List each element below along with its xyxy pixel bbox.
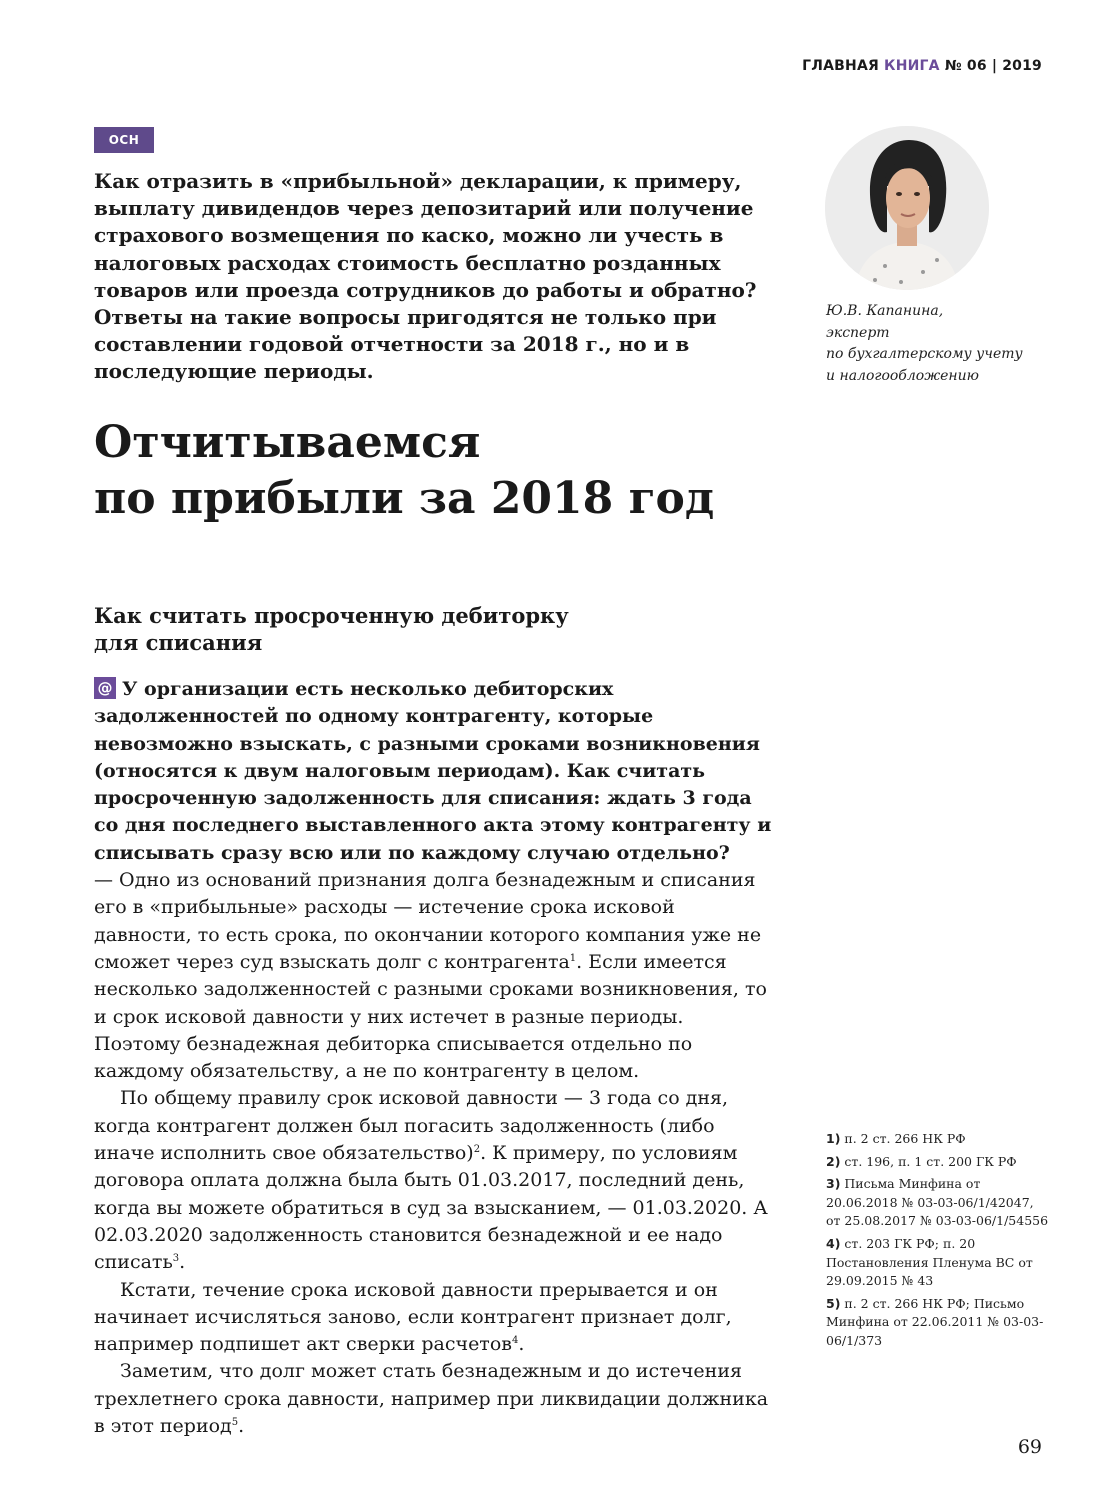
text-run: . К примеру, по условиям договора оплата должна была быть 01.03.2017, последний день, когда вы можете обратиться в суд за взысканием, — 01.03.2020. А 02.03.2020 задолженность становится безнадежной и ее надо списать xyxy=(94,1142,768,1274)
article-title-line: Отчитываемся xyxy=(94,417,481,468)
section-heading-line: Как считать просроченную дебиторку xyxy=(94,603,569,628)
footnote-ref: 1 xyxy=(569,952,577,964)
category-badge: ОСН xyxy=(94,127,154,153)
body-paragraph xyxy=(94,1358,774,1440)
author-caption xyxy=(826,301,1046,387)
author-name: Ю.В. Капанина, xyxy=(826,303,944,319)
text-run: По общему правилу срок исковой давности — 3 года со дня, когда контрагент должен был погасить задолженность (либо иначе исполнить свое обязательство) xyxy=(94,1087,729,1165)
footnote-text: Письма Минфина от 20.06.2018 № 03-03-06/1/42047, от 25.08.2017 № 03-03-06/1/54556 xyxy=(826,1176,1049,1229)
footnote-text: п. 2 ст. 266 НК РФ xyxy=(844,1131,966,1146)
footnote-number: 1) xyxy=(826,1131,841,1146)
footnote xyxy=(826,1175,1051,1231)
page-number: 69 xyxy=(1017,1436,1042,1458)
article-title xyxy=(94,415,794,527)
article-title-line: по прибыли за 2018 год xyxy=(94,473,715,524)
footnote-text: ст. 203 ГК РФ; п. 20 Постановления Пленума ВС от 29.09.2015 № 43 xyxy=(826,1235,1033,1289)
footnotes xyxy=(826,1130,1051,1355)
lead-paragraph: Как отразить в «прибыльной» декларации, к примеру, выплату дивидендов через депозитарий или получение страхового возмещения по каско, можно ли учесть в налоговых расходах стоимость бесплатно розданных товаров или проезда сотрудников до работы и обратно? Ответы на такие вопросы пригодятся не только при составлении годовой отчетности за 2018 г., но и в последующие периоды. xyxy=(94,169,757,384)
body-paragraph xyxy=(94,1277,774,1359)
footnote xyxy=(826,1130,1051,1149)
section-heading-line: для списания xyxy=(94,630,263,655)
at-sign-icon: @ xyxy=(94,677,116,699)
text-run: . xyxy=(238,1415,245,1438)
footnote-number: 3) xyxy=(826,1176,841,1192)
body-paragraph xyxy=(94,1085,774,1276)
text-run: — Одно из оснований признания долга безнадежным и списания его в «прибыльные» расходы — истечение срока исковой давности, то есть срока, по окончании которого компания уже не сможет через суд взыскать долг с контрагента xyxy=(94,869,762,973)
footnote-ref: 5 xyxy=(231,1417,239,1429)
footnote-text: п. 2 ст. 266 НК РФ; Письмо Минфина от 22.06.2011 № 03-03-06/1/373 xyxy=(826,1295,1044,1348)
footnote xyxy=(826,1153,1051,1172)
text-run: . xyxy=(179,1251,186,1274)
magazine-name: ГЛАВНАЯ xyxy=(802,58,879,74)
magazine-header xyxy=(802,58,1042,74)
author-role-line: эксперт xyxy=(826,324,890,341)
answer-paragraph xyxy=(94,867,774,1085)
article-body xyxy=(94,676,774,1440)
footnote-ref: 2 xyxy=(473,1144,481,1156)
author-role-line: и налогообложению xyxy=(826,367,979,384)
author-photo xyxy=(825,126,989,290)
footnote xyxy=(826,1295,1051,1351)
text-run: Заметим, что долг может стать безнадежным и до истечения трехлетнего срока давности, например при ликвидации должника в этот период xyxy=(94,1360,769,1438)
issue-number: № 06 | 2019 xyxy=(944,58,1042,74)
text-run: . Если имеется несколько задолженностей с разными сроками возникновения, то и срок исковой давности у них истечет в разные периоды. Поэтому безнадежная дебиторка списывается отдельно по каждому обязательству, а не по контрагенту в целом. xyxy=(94,950,767,1083)
text-run: . xyxy=(518,1333,525,1356)
magazine-name-accent: КНИГА xyxy=(884,58,940,74)
section-heading xyxy=(94,602,694,656)
reader-question xyxy=(94,676,774,867)
author-role-line: по бухгалтерскому учету xyxy=(826,346,1023,362)
footnote-ref: 3 xyxy=(172,1253,180,1265)
question-text: У организации есть несколько дебиторских задолженностей по одному контрагенту, которые невозможно взыскать, с разными сроками возникновения (относятся к двум налоговым периодам). Как считать просроченную задолженность для списания: ждать 3 года со дня последнего выставленного акта этому контрагенту и списывать сразу всю или по каждому случаю отдельно? xyxy=(94,678,772,864)
footnote-text: ст. 196, п. 1 ст. 200 ГК РФ xyxy=(844,1153,1017,1169)
footnote-number: 5) xyxy=(826,1295,841,1311)
footnote-ref: 4 xyxy=(511,1335,519,1347)
text-run: Кстати, течение срока исковой давности прерывается и он начинает исчисляться заново, если контрагент признает долг, например подпишет акт сверки расчетов xyxy=(94,1278,732,1356)
footnote-number: 4) xyxy=(826,1235,841,1251)
footnote-number: 2) xyxy=(826,1153,841,1169)
footnote xyxy=(826,1235,1051,1291)
